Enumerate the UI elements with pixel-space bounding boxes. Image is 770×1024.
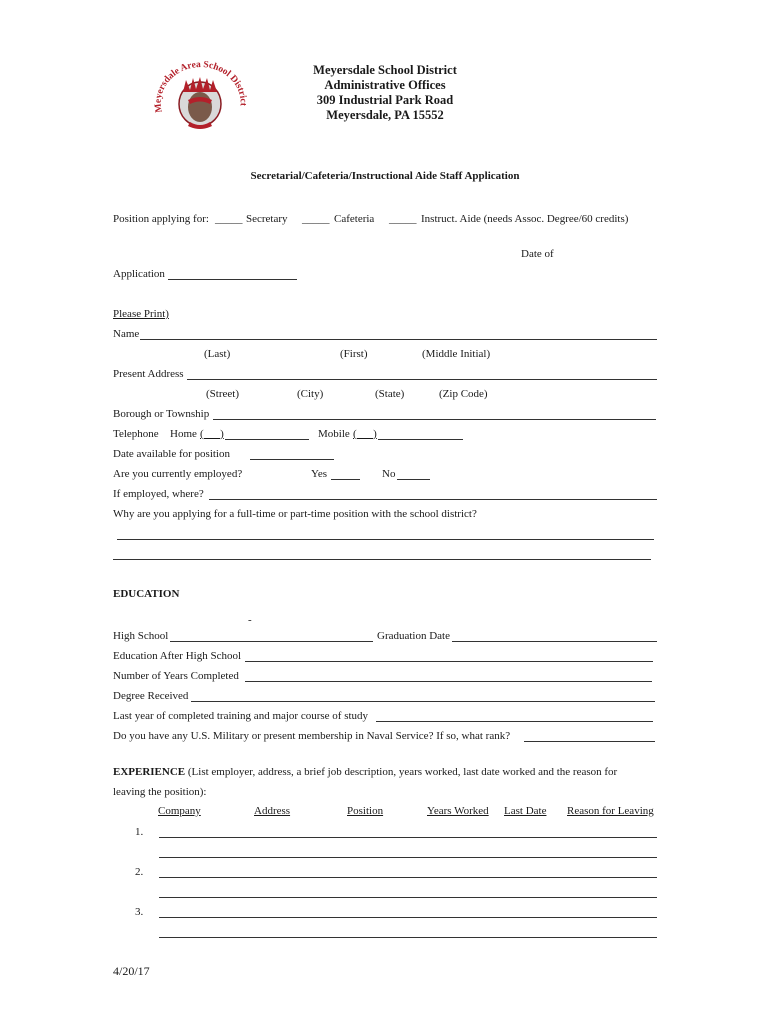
offices-line: Administrative Offices — [324, 78, 446, 92]
employed-no-field[interactable] — [397, 479, 430, 480]
name-field[interactable] — [140, 339, 657, 340]
experience-heading: EXPERIENCE — [113, 766, 186, 778]
experience-row-1-line-1[interactable] — [159, 837, 657, 838]
name-first-caption: (First) — [340, 348, 368, 360]
years-completed-field[interactable] — [245, 681, 652, 682]
address-street-caption: (Street) — [206, 388, 239, 400]
military-field[interactable] — [524, 741, 655, 742]
experience-description: (List employer, address, a brief job description, years worked, last date worked and the reason for — [185, 766, 618, 778]
after-hs-field[interactable] — [245, 661, 653, 662]
borough-label: Borough or Township — [113, 408, 210, 420]
experience-row-3-line-1[interactable] — [159, 917, 657, 918]
col-last-date: Last Date — [504, 805, 547, 817]
col-position: Position — [347, 805, 384, 817]
experience-intro — [113, 766, 617, 778]
address-state-caption: (State) — [375, 388, 405, 400]
form-title: Secretarial/Cafeteria/Instructional Aide Staff Application — [250, 170, 520, 182]
col-reason-for-leaving: Reason for Leaving — [567, 805, 654, 817]
application-date-field[interactable] — [168, 279, 297, 280]
please-print-note: Please Print) — [113, 308, 169, 320]
borough-field[interactable] — [213, 419, 656, 420]
name-label: Name — [113, 328, 140, 340]
experience-row-number: 2. — [135, 866, 144, 878]
degree-label: Degree Received — [113, 690, 189, 702]
employed-label: Are you currently employed? — [113, 468, 243, 480]
employed-yes-field[interactable] — [331, 479, 360, 480]
last-year-label: Last year of completed training and major course of study — [113, 710, 369, 722]
home-phone-label: Home — [170, 428, 197, 440]
secretary-checkbox[interactable]: _____ — [215, 213, 243, 225]
degree-field[interactable] — [191, 701, 655, 702]
address-label: Present Address — [113, 368, 184, 380]
home-area-code[interactable]: (___) — [200, 428, 224, 440]
high-school-field[interactable] — [170, 641, 373, 642]
street-line: 309 Industrial Park Road — [316, 93, 454, 107]
experience-row-2-line-1[interactable] — [159, 877, 657, 878]
mobile-phone-field[interactable] — [378, 439, 463, 440]
city-line: Meyersdale, PA 15552 — [326, 108, 444, 122]
why-applying-label: Why are you applying for a full-time or part-time position with the school district? — [113, 508, 477, 520]
education-heading: EDUCATION — [113, 588, 180, 600]
experience-row-number: 3. — [135, 906, 144, 918]
home-phone-field[interactable] — [225, 439, 309, 440]
col-address: Address — [254, 805, 291, 817]
col-years-worked: Years Worked — [427, 805, 489, 817]
col-company: Company — [158, 805, 201, 817]
logo-arc-text: Meyersdale Area School District — [153, 60, 248, 114]
high-school-label: High School — [113, 630, 169, 642]
secretary-option: Secretary — [246, 213, 288, 225]
district-name: Meyersdale School District — [313, 63, 457, 77]
military-label: Do you have any U.S. Military or present membership in Naval Service? If so, what rank? — [113, 730, 511, 742]
experience-description-cont: leaving the position): — [113, 786, 207, 798]
application-label: Application — [113, 268, 165, 280]
address-field[interactable] — [187, 379, 657, 380]
aide-option: Instruct. Aide (needs Assoc. Degree/60 credits) — [421, 213, 629, 225]
why-applying-line-2[interactable] — [113, 559, 651, 560]
address-city-caption: (City) — [297, 388, 324, 400]
years-completed-label: Number of Years Completed — [113, 670, 239, 682]
name-last-caption: (Last) — [204, 348, 231, 360]
date-of-label: Date of — [521, 248, 554, 260]
why-applying-line-1[interactable] — [117, 539, 654, 540]
name-middle-caption: (Middle Initial) — [422, 348, 491, 360]
cafeteria-checkbox[interactable]: _____ — [302, 213, 330, 225]
date-available-field[interactable] — [250, 459, 334, 460]
experience-row-3-line-2[interactable] — [159, 937, 657, 938]
last-year-field[interactable] — [376, 721, 653, 722]
experience-row-1-line-2[interactable] — [159, 857, 657, 858]
cafeteria-option: Cafeteria — [334, 213, 375, 225]
address-zip-caption: (Zip Code) — [439, 388, 488, 400]
experience-row-2-line-2[interactable] — [159, 897, 657, 898]
experience-row-number: 1. — [135, 826, 144, 838]
after-hs-label: Education After High School — [113, 650, 242, 662]
date-available-label: Date available for position — [113, 448, 230, 460]
employed-yes-label: Yes — [311, 468, 328, 480]
graduation-date-label: Graduation Date — [377, 630, 450, 642]
education-dash: - — [248, 614, 252, 626]
mobile-area-code[interactable]: (___) — [353, 428, 377, 440]
footer-date: 4/20/17 — [113, 964, 150, 978]
if-employed-field[interactable] — [209, 499, 657, 500]
position-label: Position applying for: — [113, 213, 209, 225]
employed-no-label: No — [382, 468, 396, 480]
mobile-phone-label: Mobile — [318, 428, 350, 440]
aide-checkbox[interactable]: _____ — [389, 213, 417, 225]
telephone-label: Telephone — [113, 428, 159, 440]
graduation-date-field[interactable] — [452, 641, 657, 642]
if-employed-label: If employed, where? — [113, 488, 204, 500]
